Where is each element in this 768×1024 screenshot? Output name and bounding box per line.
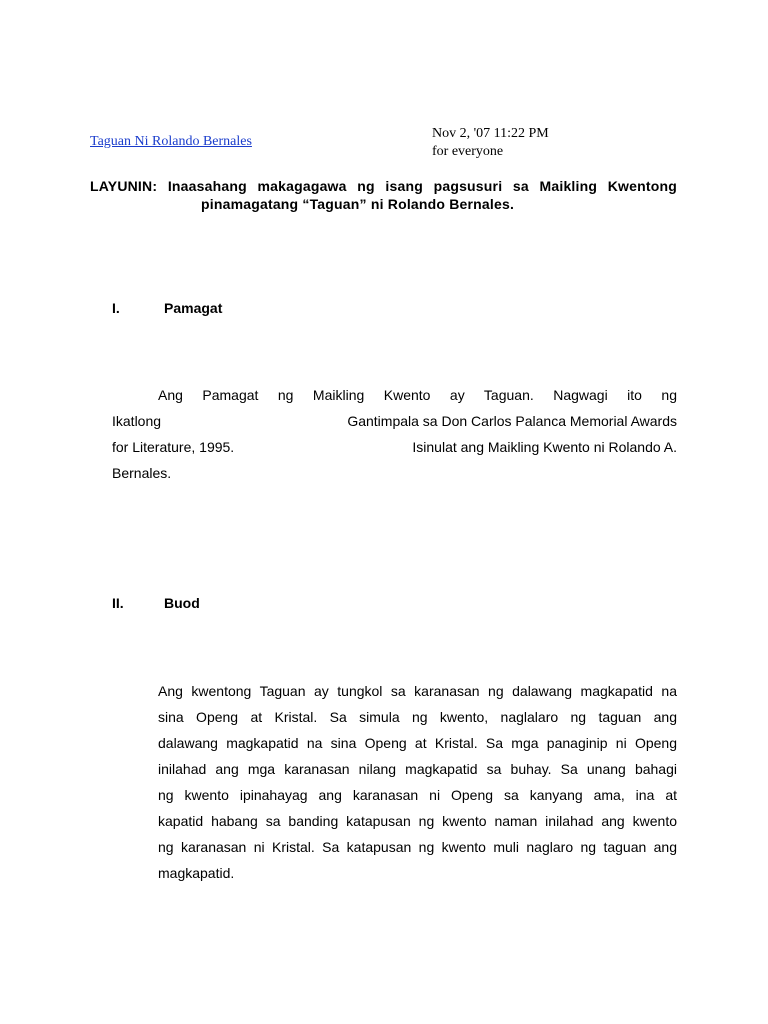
objective-line-1: LAYUNIN: Inaasahang makagagawa ng isang pagsusuri sa Maikling Kwentong (90, 178, 677, 194)
section-number: II. (112, 595, 124, 611)
objective-block (90, 177, 677, 213)
paragraph-line: ng karanasan ni Kristal. Sa katapusan ng kwento muli naglaro ng taguan ang (158, 839, 677, 855)
paragraph-fragment: Isinulat ang Maikling Kwento ni Rolando A. (412, 439, 677, 455)
section-title: Buod (164, 595, 200, 611)
paragraph-line: magkapatid. (158, 865, 235, 881)
paragraph-line (112, 434, 677, 460)
paragraph-line: sina Openg at Kristal. Sa simula ng kwento, naglalaro ng taguan ang (158, 709, 677, 725)
post-date: Nov 2, '07 11:22 PM (432, 126, 549, 141)
paragraph-fragment: Gantimpala sa Don Carlos Palanca Memorial Awards (347, 413, 677, 429)
paragraph-fragment: for Literature, 1995. (112, 439, 235, 455)
section-title: Pamagat (164, 300, 223, 316)
paragraph-line: kapatid habang sa banding katapusan ng kwento naman inilahad ang kwento (158, 813, 677, 829)
paragraph-fragment: Ikatlong (112, 413, 162, 429)
paragraph-line: Ang Pamagat ng Maikling Kwento ay Taguan. Nagwagi ito ng (158, 387, 677, 403)
objective-line-2: pinamagatang “Taguan” ni Rolando Bernales. (201, 196, 515, 212)
paragraph-line: dalawang magkapatid na sina Openg at Kristal. Sa mga panaginip ni Openg (158, 735, 677, 751)
paragraph-line: inilahad ang mga karanasan nilang magkapatid sa buhay. Sa unang bahagi (158, 761, 677, 777)
paragraph-line (112, 408, 677, 434)
section-body-pamagat (112, 382, 677, 486)
paragraph-line: ng kwento ipinahayag ang karanasan ni Openg sa kanyang ama, ina at (158, 787, 677, 803)
paragraph-line: Bernales. (112, 465, 172, 481)
section-body-buod (158, 678, 677, 886)
section-number: I. (112, 300, 120, 316)
section-heading-pamagat (112, 300, 312, 318)
post-meta (432, 125, 549, 161)
article-title-link[interactable]: Taguan Ni Rolando Bernales (90, 134, 252, 149)
post-visibility: for everyone (432, 144, 504, 159)
section-heading-buod (112, 595, 312, 613)
paragraph-line: Ang kwentong Taguan ay tungkol sa karanasan ng dalawang magkapatid na (158, 683, 677, 699)
